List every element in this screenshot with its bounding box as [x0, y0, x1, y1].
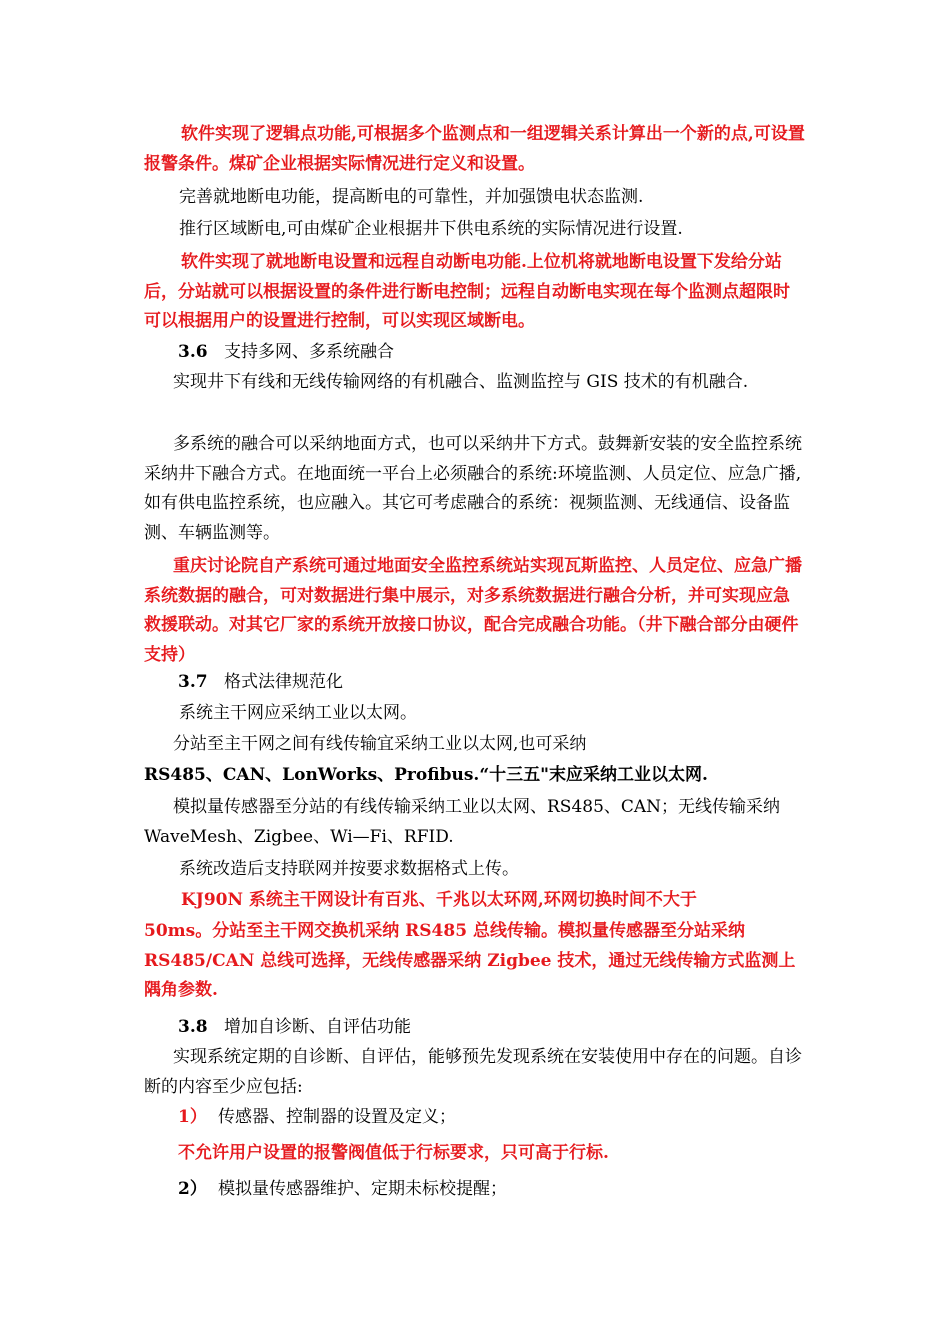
paragraph-substation-transmission-line2: RS485、CAN、LonWorks、Profibus.“十三五"末应采纳工业以太网.: [144, 765, 708, 785]
paragraph-substation-transmission-line1: 分站至主干网之间有线传输宜采纳工业以太网,也可采纳: [173, 734, 587, 754]
paragraph-kj90n-rest: 50ms。分站至主干网交换机采纳 RS485 总线传输。模拟量传感器至分站采纳 RS485/CAN 总线可选择，无线传感器采纳 Zigbee 技术，通过无线传输方式监测上隅角参数.: [144, 921, 796, 1000]
list-number: 2）: [178, 1179, 207, 1199]
paragraph-sensor-transmission: 模拟量传感器至分站的有线传输采纳工业以太网、RS485、CAN；无线传输采纳 WaveMesh、Zigbee、Wi—Fi、RFID.: [144, 797, 781, 847]
section-number: 3.8: [178, 1017, 208, 1037]
paragraph-multi-system-fusion: 多系统的融合可以采纳地面方式，也可以采纳井下方式。鼓舞新安装的安全监控系统采纳井下融合方式。在地面统一平台上必须融合的系统:环境监测、人员定位、应急广播,如有供电监控系统，也应融入。其它可考虑融合的系统：视频监测、无线通信、设备监测、车辆监测等。: [144, 434, 802, 543]
paragraph-backbone-ethernet: 系统主干网应采纳工业以太网。: [179, 703, 417, 723]
section-number: 3.6: [178, 342, 208, 362]
section-title: 格式法律规范化: [224, 672, 343, 692]
section-title: 增加自诊断、自评估功能: [224, 1017, 411, 1037]
paragraph-self-diagnosis: 实现系统定期的自诊断、自评估，能够预先发现系统在安装使用中存在的问题。自诊断的内容至少应包括:: [144, 1047, 802, 1097]
section-heading-3-7: [178, 668, 778, 698]
list-text: 模拟量传感器维护、定期未标校提醒；: [218, 1179, 507, 1199]
list-number: 1）: [178, 1107, 207, 1127]
list-item-1: [178, 1103, 798, 1133]
paragraph-network-fusion: 实现井下有线和无线传输网络的有机融合、监测监控与 GIS 技术的有机融合.: [173, 372, 749, 392]
list-text: 传感器、控制器的设置及定义；: [218, 1107, 456, 1127]
paragraph-network-upload: 系统改造后支持联网并按要求数据格式上传。: [179, 859, 519, 879]
paragraph-area-power-off: 推行区域断电,可由煤矿企业根据井下供电系统的实际情况进行设置.: [179, 219, 683, 239]
paragraph-power-off-implementation: 软件实现了就地断电设置和远程自动断电功能.上位机将就地断电设置下发给分站后，分站就可以根据设置的条件进行断电控制；远程自动断电实现在每个监测点超限时可以根据用户的设置进行控制，可以实现区域断电。: [144, 252, 790, 331]
section-number: 3.7: [178, 672, 208, 692]
paragraph-chongqing-system: 重庆讨论院自产系统可通过地面安全监控系统站实现瓦斯监控、人员定位、应急广播系统数据的融合，可对数据进行集中展示，对多系统数据进行融合分析，并可实现应急救援联动。对其它厂家的系统开放接口协议，配合完成融合功能。（井下融合部分由硬件支持）: [144, 556, 802, 665]
section-heading-3-6: [178, 338, 778, 368]
section-heading-3-8: [178, 1013, 778, 1043]
list-item-2: [178, 1175, 798, 1205]
paragraph-alarm-threshold: 不允许用户设置的报警阀值低于行标要求，只可高于行标.: [178, 1143, 609, 1163]
paragraph-kj90n-line1: KJ90N 系统主干网设计有百兆、千兆以太环网,环网切换时间不大于: [181, 890, 697, 910]
paragraph-logic-point: 软件实现了逻辑点功能,可根据多个监测点和一组逻辑关系计算出一个新的点,可设置报警条件。煤矿企业根据实际情况进行定义和设置。: [144, 124, 805, 174]
section-title: 支持多网、多系统融合: [224, 342, 394, 362]
paragraph-local-power-off: 完善就地断电功能，提高断电的可靠性，并加强馈电状态监测.: [179, 187, 644, 207]
